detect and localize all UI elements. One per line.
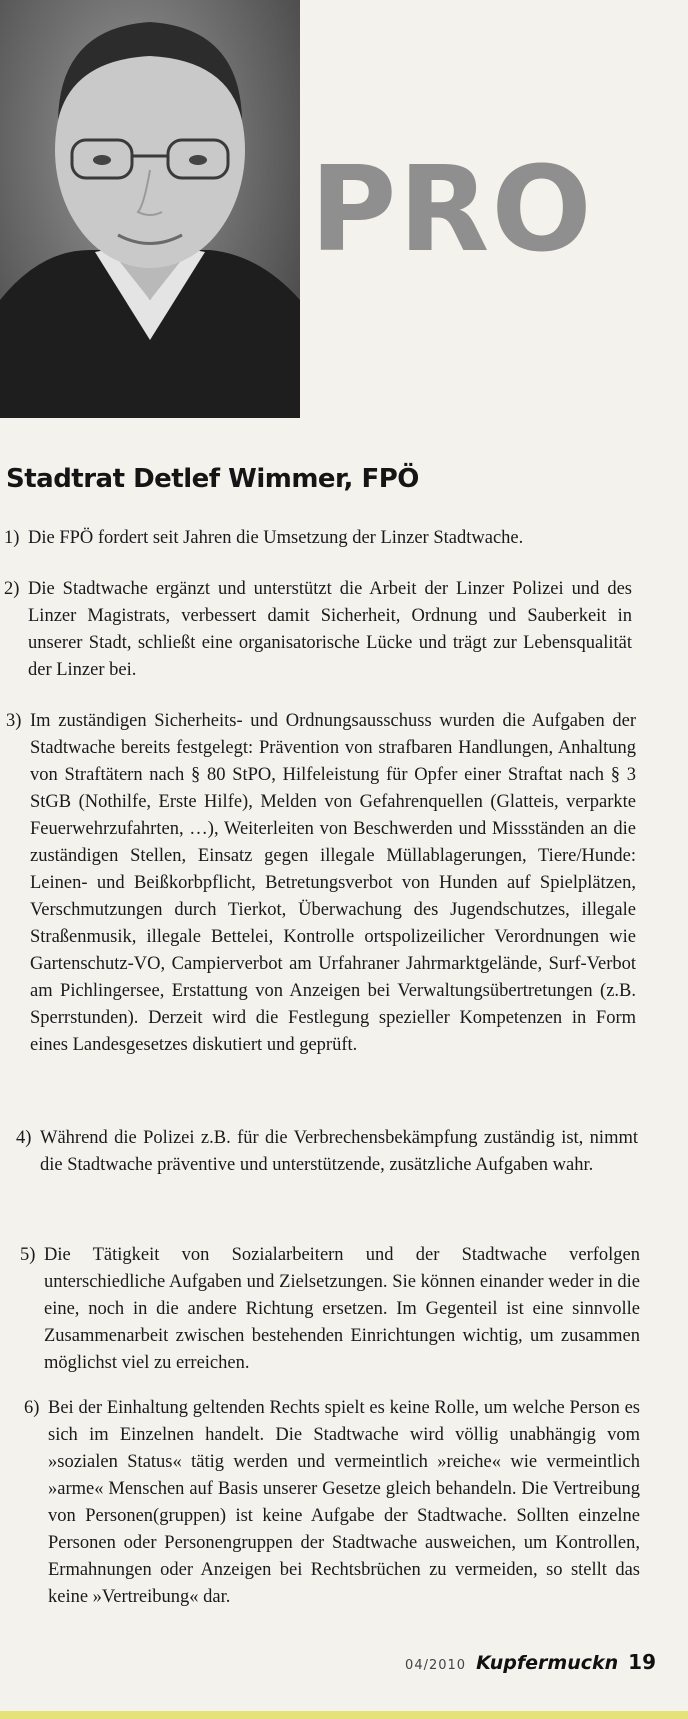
issue-date: 04/2010	[405, 1658, 467, 1673]
item-number: 4)	[16, 1128, 32, 1148]
list-item	[16, 1125, 638, 1179]
list-item	[4, 576, 632, 684]
portrait-photo	[0, 0, 300, 418]
page-footer	[405, 1650, 656, 1674]
page-number: 19	[628, 1650, 656, 1674]
item-text: Die FPÖ fordert seit Jahren die Umsetzung der Linzer Stadtwache.	[28, 528, 524, 548]
item-number: 1)	[4, 528, 20, 548]
item-text: Die Tätigkeit von Sozialarbeitern und der Stadtwache verfolgen unterschiedliche Aufgaben und Zielsetzungen. Sie können einander weder in die eine, noch in die andere Richtung ersetzen. Im Gegenteil ist eine sinnvolle Zusammenarbeit zwischen bestehenden Einrichtungen wichtig, um zusammen möglichst viel zu erreichen.	[44, 1245, 640, 1373]
item-text: Bei der Einhaltung geltenden Rechts spielt es keine Rolle, um welche Person es sich im Einzelnen handelt. Die Stadtwache wird völlig unabhängig vom »sozialen Status« tätig werden und vermeintlich »reiche« wie vermeintlich »arme« Menschen auf Basis unserer Gesetze gleich behandeln. Die Vertreibung von Personen(gruppen) ist keine Aufgabe der Stadtwache. Sollten einzelne Personen oder Personengruppen der Stadtwache ausweichen, um Kontrollen, Ermahnungen oder Anzeigen bei Rechtsbrüchen zu vermeiden, so stellt das keine »Vertreibung« dar.	[48, 1398, 640, 1607]
magazine-logo: Kupfermuckn	[476, 1652, 619, 1674]
item-number: 6)	[24, 1398, 40, 1418]
list-item	[24, 1395, 640, 1611]
pro-heading: PRO	[310, 140, 594, 278]
bottom-color-strip	[0, 1711, 688, 1719]
item-number: 5)	[20, 1245, 36, 1265]
author-byline: Stadtrat Detlef Wimmer, FPÖ	[6, 464, 419, 494]
list-item	[20, 1242, 640, 1377]
item-number: 3)	[6, 711, 22, 731]
item-number: 2)	[4, 579, 20, 599]
item-text: Die Stadtwache ergänzt und unterstützt die Arbeit der Linzer Polizei und des Linzer Magistrats, verbessert damit Sicherheit, Ordnung und Sauberkeit in unserer Stadt, schließt eine organisatorische Lücke und trägt zur Lebensqualität der Linzer bei.	[28, 579, 632, 680]
item-text: Während die Polizei z.B. für die Verbrechensbekämpfung zuständig ist, nimmt die Stadtwache präventive und unterstützende, zusätzliche Aufgaben wahr.	[40, 1128, 638, 1175]
item-text: Im zuständigen Sicherheits- und Ordnungsausschuss wurden die Aufgaben der Stadtwache bereits festgelegt: Prävention von strafbaren Handlungen, Anhaltung von Straftätern nach § 80 StPO, Hilfeleistung für Opfer einer Straftat nach § 3 StGB (Nothilfe, Erste Hilfe), Melden von Gefahrenquellen (Glatteis, verparkte Feuerwehrzufahrten, …), Weiterleiten von Beschwerden und Missständen an die zuständigen Stellen, Einsatz gegen illegale Müllablagerungen, Tiere/Hunde: Leinen- und Beißkorbpflicht, Betretungsverbot von Hunden auf Spielplätzen, Verschmutzungen durch Tierkot, Überwachung des Jugendschutzes, illegale Straßenmusik, illegale Bettelei, Kontrolle ortspolizeilicher Verordnungen wie Gartenschutz-VO, Campierverbot am Urfahraner Jahrmarktgelände, Surf-Verbot am Pichlingersee, Erstattung von Anzeigen bei Verwaltungsübertretungen (z.B. Sperrstunden). Derzeit wird die Festlegung spezieller Kompetenzen in Form eines Landesgesetzes diskutiert und geprüft.	[30, 711, 636, 1055]
list-item	[4, 525, 632, 552]
list-item	[6, 708, 636, 1059]
